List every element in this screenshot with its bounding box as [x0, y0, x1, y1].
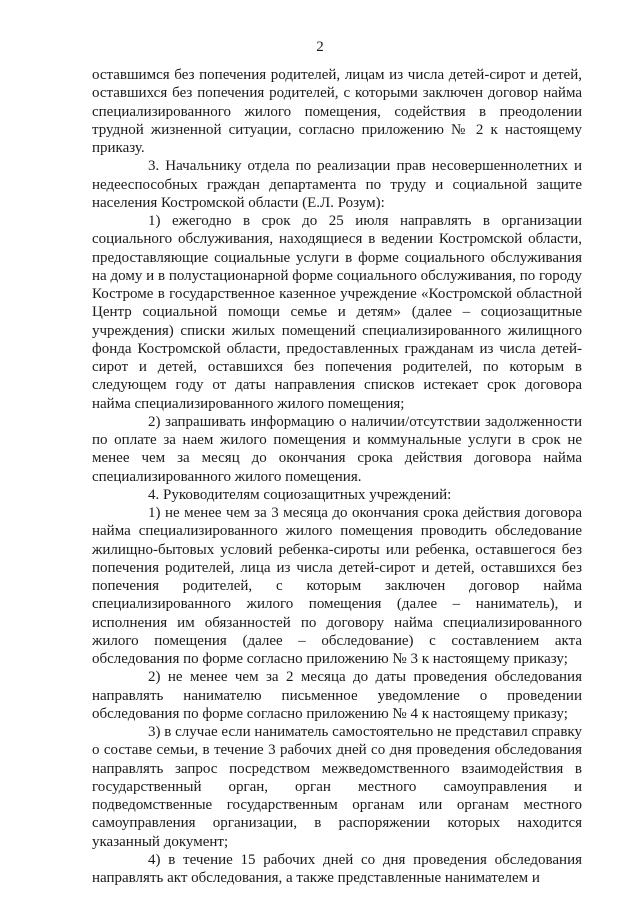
paragraph-item-3-2: 2) запрашивать информацию о наличии/отсутствии задолженности по оплате за наем жилого помещения и коммунальные услуги в срок не менее чем за месяц до окончания срока действия договора найма специализированного жилого помещения. [92, 413, 582, 485]
paragraph-item-4-4: 4) в течение 15 рабочих дней со дня проведения обследования направлять акт обследования, а также представленные нанимателем и [92, 851, 582, 886]
paragraph-item-4: 4. Руководителям социозащитных учреждений: [148, 486, 452, 503]
paragraph-item-4-2: 2) не менее чем за 2 месяца до даты проведения обследования направлять нанимателю письменное уведомление о проведении обследования по форме согласно приложению № 4 к настоящему приказу; [92, 669, 582, 722]
paragraph-continuation: оставшимся без попечения родителей, лицам из числа детей-сирот и детей, оставшихся без попечения родителей, с которыми заключен договор найма специализированного жилого помещения, содействия в преодолении трудной жизненной ситуации, согласно приложению № 2 к настоящему приказу. [92, 67, 582, 156]
paragraph-item-3-1: 1) ежегодно в срок до 25 июля направлять в организации социального обслуживания, находящиеся в ведении Костромской области, предоставляющие социальные услуги в форме социального обслуживания на дому и в полустационарной форме социального обслуживания, по городу Костроме в государственное казенное учреждение «Костромской областной Центр социальной помощи семье и детям» (далее – социозащитные учреждения) списки жилых помещений специализированного жилищного фонда Костромской области, предоставленных гражданам из числа детей-сирот и детей, оставшихся без попечения родителей, по которым в следующем году от даты направления списков истекает срок договора найма специализированного жилого помещения; [92, 213, 582, 412]
paragraph-item-4-1: 1) не менее чем за 3 месяца до окончания срока действия договора найма специализированного жилого помещения проводить обследование жилищно-бытовых условий ребенка-сироты или ребенка, оставшегося без попечения родителей, лица из числа детей-сирот и детей, оставшихся без попечения родителей, с которым заключен договор найма специализированного жилого помещения (далее – наниматель), и исполнения им обязанностей по договору найма специализированного жилого помещения (далее – обследование) с составлением акта обследования по форме согласно приложению № 3 к настоящему приказу; [92, 505, 582, 667]
document-body [92, 66, 582, 887]
paragraph-item-3: 3. Начальнику отдела по реализации прав несовершеннолетних и недееспособных граждан департамента по труду и социальной защите населения Костромской области (Е.Л. Розум): [92, 158, 582, 211]
page-number: 2 [316, 39, 324, 55]
paragraph-item-4-3: 3) в случае если наниматель самостоятельно не представил справку о составе семьи, в течение 3 рабочих дней со дня проведения обследования направлять запрос посредством межведомственного взаимодействия в государственный орган, орган местного самоуправления и подведомственные государственным органам или органам местного самоуправления организации, в распоряжении которых находится указанный документ; [92, 724, 582, 850]
